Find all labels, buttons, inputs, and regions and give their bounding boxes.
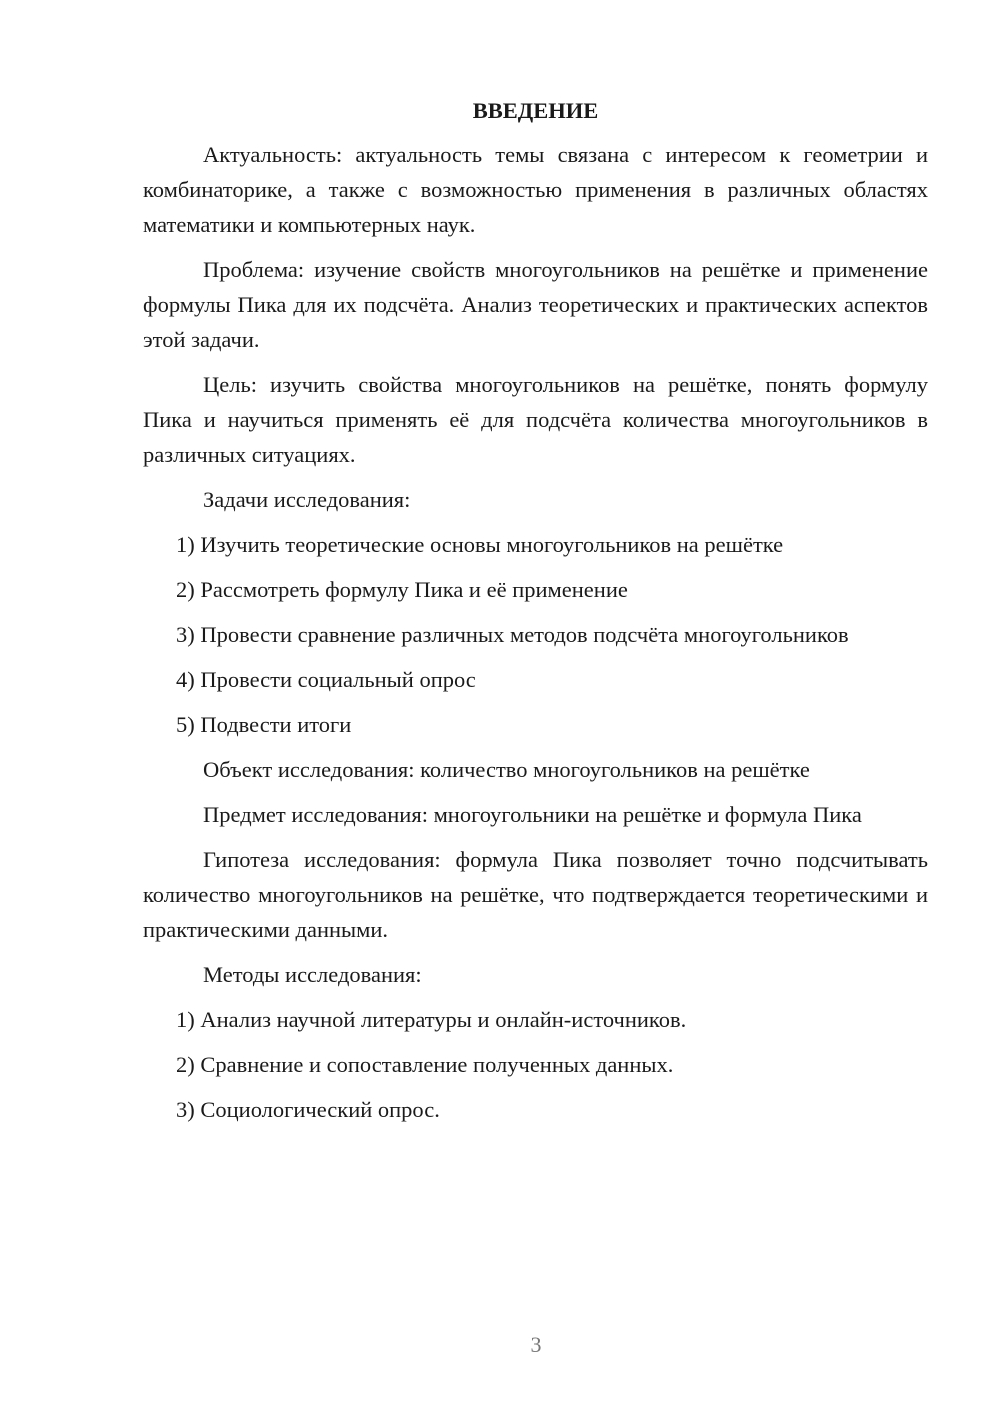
task-item-5: 5) Подвести итоги (176, 712, 352, 737)
object-paragraph: Объект исследования: количество многоугольников на решётке (203, 757, 810, 782)
subject-paragraph: Предмет исследования: многоугольники на решётке и формула Пика (203, 802, 862, 827)
section-title: ВВЕДЕНИЕ (472, 98, 599, 123)
task-item-2: 2) Рассмотреть формулу Пика и её применение (176, 577, 628, 602)
method-item-1: 1) Анализ научной литературы и онлайн-источников. (176, 1007, 687, 1032)
document-page (143, 95, 928, 1137)
methods-heading: Методы исследования: (203, 962, 422, 987)
tasks-list (143, 527, 928, 742)
problem-paragraph: Проблема: изучение свойств многоугольников на решётке и применение формулы Пика для их подсчёта. Анализ теоретических и практических аспектов этой задачи. (143, 257, 928, 352)
relevance-paragraph: Актуальность: актуальность темы связана с интересом к геометрии и комбинаторике, а также с возможностью применения в различных областях математики и компьютерных наук. (143, 142, 928, 237)
task-item-1: 1) Изучить теоретические основы многоугольников на решётке (176, 532, 784, 557)
method-item-3: 3) Социологический опрос. (176, 1097, 440, 1122)
task-item-4: 4) Провести социальный опрос (176, 667, 476, 692)
methods-list (143, 1002, 928, 1127)
goal-paragraph: Цель: изучить свойства многоугольников на решётке, понять формулу Пика и научиться применять её для подсчёта количества многоугольников в различных ситуациях. (143, 372, 928, 467)
page-number: 3 (530, 1332, 542, 1357)
hypothesis-paragraph: Гипотеза исследования: формула Пика позволяет точно подсчитывать количество многоугольников на решётке, что подтверждается теоретическими и практическими данными. (143, 847, 928, 942)
task-item-3: 3) Провести сравнение различных методов подсчёта многоугольников (176, 622, 849, 647)
method-item-2: 2) Сравнение и сопоставление полученных данных. (176, 1052, 674, 1077)
tasks-heading: Задачи исследования: (203, 487, 411, 512)
